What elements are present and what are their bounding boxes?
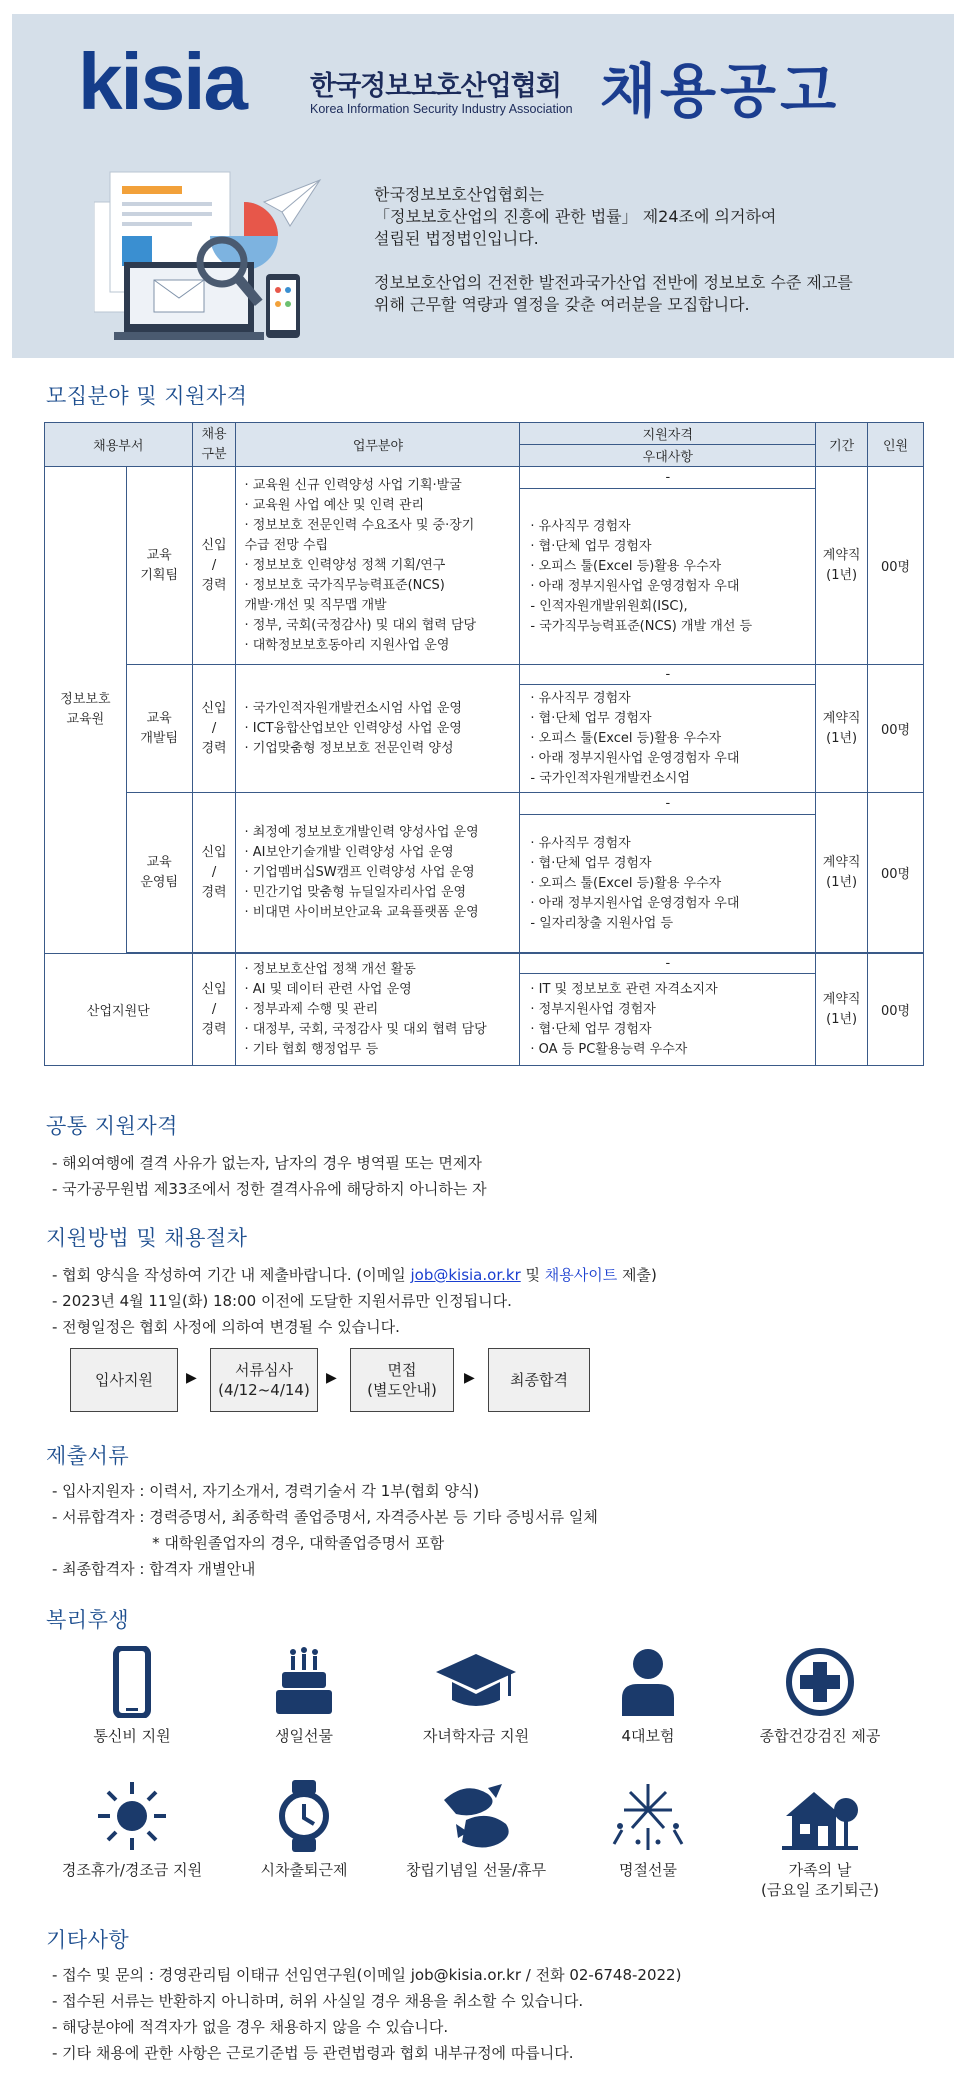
benefit-item: 통신비 지원 (32, 1646, 232, 1746)
common-list (52, 1150, 487, 1202)
type-cell: 신입 / 경력 (192, 954, 236, 1066)
benefit-item: 시차출퇴근제 (204, 1780, 404, 1880)
headcount-cell: 00명 (868, 467, 924, 665)
header-qual: 지원자격 (520, 423, 816, 445)
graduation-cap-icon (436, 1646, 516, 1718)
org-name-en: Korea Information Security Industry Association (310, 102, 573, 116)
list-item: - 입사지원자 : 이력서, 자기소개서, 경력기술서 각 1부(협회 양식) (52, 1482, 480, 1500)
phone-icon (92, 1646, 172, 1718)
list-item: - 최종합격자 : 합격자 개별안내 (52, 1560, 256, 1578)
header-banner (12, 14, 954, 358)
section-title-apply: 지원방법 및 채용절차 (46, 1226, 248, 1250)
list-item: - 접수 및 문의 : 경영관리팀 이태규 선임연구원(이메일 job@kisia.or.kr / 전화 02-6748-2022) (52, 1966, 682, 1984)
watch-icon (264, 1780, 344, 1852)
duties-cell: · 교육원 신규 인력양성 사업 기획·발굴 · 교육원 사업 예산 및 인력 관리 · 정보보호 전문인력 수요조사 및 중·장기 수급 전망 수립 · 정보보호 인력양성 정책 기획/연구 · 정보보호 국가직무능력표준(NCS) 개발·개선 및 직무맵 개발 · 정부, 국회(국정감사) 및 대외 협력 담당 · 대학정보보호동아리 지원사업 운영 (236, 467, 520, 665)
benefit-item: 창립기념일 선물/휴무 (376, 1780, 576, 1880)
gift-ribbon-icon (436, 1780, 516, 1852)
team-industry-support: 산업지원단 (45, 954, 193, 1066)
group-education-center: 정보보호 교육원 (45, 467, 127, 954)
headcount-cell: 00명 (868, 665, 924, 793)
benefit-item: 경조휴가/경조금 지원 (32, 1780, 232, 1880)
intro-text: 한국정보보호산업협회는 「정보보호산업의 진흥에 관한 법률」 제24조에 의거하여 설립된 법정법인입니다. 정보보호산업의 건전한 발전과국가산업 전반에 정보보호 수준 제고를 위해 근무할 역량과 열정을 갖춘 여러분을 모집합니다. (374, 185, 853, 314)
page-title: 채용공고 (600, 57, 841, 125)
arrow-icon: ▶ (326, 1370, 337, 1386)
firework-icon (608, 1780, 688, 1852)
header-duty: 업무분야 (236, 423, 520, 467)
kisia-logo: kisia (78, 37, 246, 126)
benefit-item: 생일선물 (204, 1646, 404, 1746)
duties-cell: · 국가인적자원개발컨소시엄 사업 운영 · ICT융합산업보안 인력양성 사업 운영 · 기업맞춤형 정보보호 전문인력 양성 (236, 665, 520, 793)
cake-icon (264, 1646, 344, 1718)
step-screening: 서류심사 (4/12~4/14) (210, 1348, 318, 1412)
list-item: * 대학원졸업자의 경우, 대학졸업증명서 포함 (52, 1534, 445, 1552)
arrow-icon: ▶ (186, 1370, 197, 1386)
header-headcount: 인원 (868, 423, 924, 467)
team-operation: 교육 운영팀 (126, 793, 192, 953)
period-cell: 계약직 (1년) (816, 665, 868, 793)
document-illustration-icon (94, 162, 324, 352)
list-item: - 국가공무원법 제33조에서 정한 결격사유에 해당하지 아니하는 자 (52, 1180, 487, 1198)
etc-list (52, 1962, 681, 2066)
period-cell: 계약직 (1년) (816, 793, 868, 953)
section-title-welfare: 복리후생 (46, 1608, 130, 1632)
benefit-item: 자녀학자금 지원 (376, 1646, 576, 1746)
person-icon (608, 1646, 688, 1718)
arrow-icon: ▶ (464, 1370, 475, 1386)
recruit-table (44, 422, 924, 1066)
step-interview: 면접 (별도안내) (350, 1348, 454, 1412)
header-type: 채용 구분 (192, 423, 236, 467)
sun-icon (92, 1780, 172, 1852)
org-name-ko: 한국정보보호산업협회 (310, 71, 561, 102)
step-apply: 입사지원 (70, 1348, 178, 1412)
prefs-cell: · IT 및 정보보호 관련 자격소지자 · 정부지원사업 경험자 · 협·단체 업무 경험자 · OA 등 PC활용능력 우수자 (520, 974, 816, 1066)
apply-list (52, 1262, 657, 1340)
qual-cell: - (520, 665, 816, 685)
headcount-cell: 00명 (868, 954, 924, 1066)
duties-cell: · 최정예 정보보호개발인력 양성사업 운영 · AI보안기술개발 인력양성 사업 운영 · 기업멤버십SW캠프 인력양성 사업 운영 · 민간기업 맞춤형 뉴딜일자리사업 운영 · 비대면 사이버보안교육 교육플랫폼 운영 (236, 793, 520, 953)
type-cell: 신입 / 경력 (192, 793, 236, 953)
section-title-etc: 기타사항 (46, 1928, 130, 1952)
list-item: - 전형일정은 협회 사정에 의하여 변경될 수 있습니다. (52, 1318, 400, 1336)
docs-list (52, 1478, 598, 1582)
team-planning: 교육 기획팀 (126, 467, 192, 665)
list-item: - 해당분야에 적격자가 없을 경우 채용하지 않을 수 있습니다. (52, 2018, 449, 2036)
header-period: 기간 (816, 423, 868, 467)
section-title-recruit: 모집분야 및 지원자격 (46, 384, 248, 408)
type-cell: 신입 / 경력 (192, 665, 236, 793)
email-link[interactable]: job@kisia.or.kr (410, 1266, 521, 1284)
team-development: 교육 개발팀 (126, 665, 192, 793)
period-cell: 계약직 (1년) (816, 467, 868, 665)
recruit-site-link[interactable]: 채용사이트 (544, 1266, 618, 1284)
qual-cell: - (520, 467, 816, 489)
benefit-item: 가족의 날 (금요일 조기퇴근) (720, 1780, 920, 1900)
prefs-cell: · 유사직무 경험자 · 협·단체 업무 경험자 · 오피스 툴(Excel 등)활용 우수자 · 아래 정부지원사업 운영경험자 우대 - 일자리창출 지원사업 등 (520, 815, 816, 953)
duties-cell: · 정보보호산업 정책 개선 활동 · AI 및 데이터 관련 사업 운영 · 정부과제 수행 및 관리 · 대정부, 국회, 국정감사 및 대외 협력 담당 · 기타 협회 행정업무 등 (236, 954, 520, 1066)
qual-cell: - (520, 793, 816, 815)
benefit-item: 4대보험 (548, 1646, 748, 1746)
list-item: - 기타 채용에 관한 사항은 근로기준법 등 관련법령과 협회 내부규정에 따릅니다. (52, 2044, 574, 2062)
prefs-cell: · 유사직무 경험자 · 협·단체 업무 경험자 · 오피스 툴(Excel 등)활용 우수자 · 아래 정부지원사업 운영경험자 우대 - 인적자원개발위원회(ISC), - 국가직무능력표준(NCS) 개발 개선 등 (520, 489, 816, 665)
benefit-item: 종합건강검진 제공 (720, 1646, 920, 1746)
section-title-common: 공통 지원자격 (46, 1114, 178, 1138)
list-item: - 접수된 서류는 반환하지 아니하며, 허위 사실일 경우 채용을 취소할 수 있습니다. (52, 1992, 584, 2010)
step-final: 최종합격 (488, 1348, 590, 1412)
header-pref: 우대사항 (520, 445, 816, 467)
qual-cell: - (520, 954, 816, 974)
medical-cross-icon (780, 1646, 860, 1718)
header-dept: 채용부서 (45, 423, 193, 467)
list-item: - 협회 양식을 작성하여 기간 내 제출바랍니다. (이메일 job@kisia.or.kr 및 채용사이트 제출) (52, 1266, 657, 1284)
house-icon (780, 1780, 860, 1852)
headcount-cell: 00명 (868, 793, 924, 953)
list-item: - 2023년 4월 11일(화) 18:00 이전에 도달한 지원서류만 인정됩니다. (52, 1292, 512, 1310)
list-item: - 서류합격자 : 경력증명서, 최종학력 졸업증명서, 자격증사본 등 기타 증빙서류 일체 (52, 1508, 598, 1526)
prefs-cell: · 유사직무 경험자 · 협·단체 업무 경험자 · 오피스 툴(Excel 등)활용 우수자 · 아래 정부지원사업 운영경험자 우대 - 국가인적자원개발컨소시엄 (520, 685, 816, 793)
period-cell: 계약직 (1년) (816, 954, 868, 1066)
type-cell: 신입 / 경력 (192, 467, 236, 665)
list-item: - 해외여행에 결격 사유가 없는자, 남자의 경우 병역필 또는 면제자 (52, 1154, 482, 1172)
benefit-item: 명절선물 (548, 1780, 748, 1880)
section-title-docs: 제출서류 (46, 1444, 130, 1468)
